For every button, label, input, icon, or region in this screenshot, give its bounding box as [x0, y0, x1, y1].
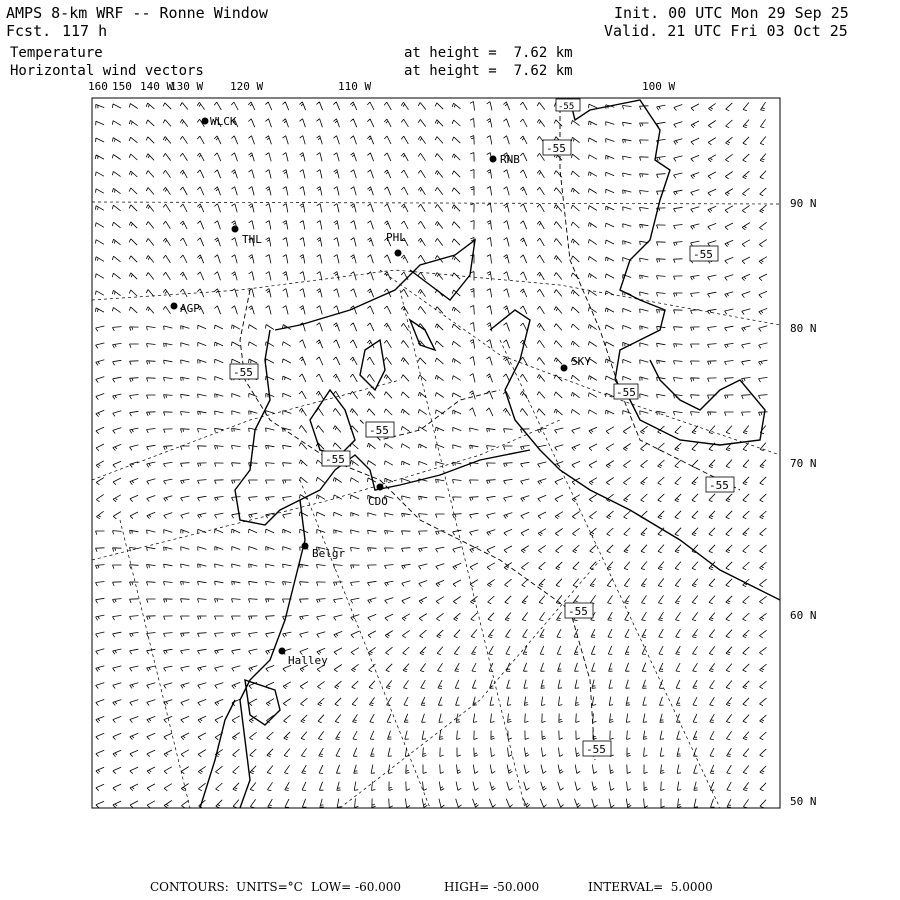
svg-text:-55: -55 [616, 386, 636, 399]
station-rnb [490, 153, 521, 166]
height-line-2: at height = 7.62 km [404, 63, 573, 79]
height-line-1: at height = 7.62 km [404, 45, 573, 61]
footer-low: LOW= -60.000 [311, 880, 402, 894]
forecast-hours: 117 h [62, 22, 108, 40]
coast-antarctic-peninsula [490, 310, 780, 600]
contour-label-2 [690, 246, 718, 261]
forecast-label: Fcst. [6, 22, 52, 40]
svg-text:-55: -55 [233, 366, 253, 379]
station-wlck [202, 115, 237, 128]
svg-text:-55: -55 [709, 479, 729, 492]
valid-time: Valid. 21 UTC Fri 03 Oct 25 [604, 22, 848, 40]
latitude-labels [790, 197, 817, 808]
lon-label-100: 100 W [642, 80, 676, 93]
station-agp [171, 302, 201, 315]
svg-text:-55: -55 [325, 453, 345, 466]
contour-minus55-east [560, 100, 740, 490]
contour-minus55-south [380, 480, 595, 760]
longitude-line-6 [92, 380, 400, 480]
contour-label-8 [565, 603, 593, 618]
footer-contours-label: CONTOURS: [150, 880, 229, 894]
svg-text:AGP: AGP [180, 302, 200, 315]
svg-text:-55: -55 [558, 102, 575, 112]
lat-label-60: 60 N [790, 609, 817, 622]
station-sky [561, 355, 592, 372]
lat-label-80: 80 N [790, 322, 817, 335]
lon-label-110: 110 W [338, 80, 372, 93]
svg-text:WLCK: WLCK [210, 115, 237, 128]
coast-island-3 [410, 320, 435, 350]
footer-interval: INTERVAL= 5.0000 [588, 880, 713, 894]
svg-text:-55: -55 [586, 743, 606, 756]
longitude-line-5 [340, 560, 600, 808]
svg-text:THL: THL [242, 233, 262, 246]
footer-units: UNITS=°C [236, 880, 303, 894]
contour-label-6 [322, 451, 350, 466]
contour-label-4 [614, 384, 638, 399]
station-phl [386, 231, 406, 257]
longitude-line-3 [120, 520, 190, 808]
latitude-line-90 [92, 202, 780, 204]
latitude-line-80 [92, 270, 780, 325]
coast-island-2 [360, 340, 385, 390]
footer-high: HIGH= -50.000 [444, 880, 540, 894]
lon-label-130: 130 W [170, 80, 204, 93]
svg-text:CDO: CDO [368, 495, 388, 508]
svg-text:RNB: RNB [500, 153, 520, 166]
coast-north-peninsula [275, 240, 475, 330]
svg-text:PHL: PHL [386, 231, 406, 244]
model-title: AMPS 8-km WRF -- Ronne Window [6, 4, 268, 22]
contour-label-3 [230, 364, 258, 379]
contour-label-7 [706, 477, 734, 492]
longitude-line-4 [300, 480, 430, 808]
wind-barbs [95, 102, 767, 808]
svg-text:-55: -55 [693, 248, 713, 261]
contour-label-9 [583, 741, 611, 756]
latitude-line-60 [92, 420, 560, 560]
lon-label-140: 140 W [140, 80, 174, 93]
stations [171, 115, 592, 667]
lat-label-70: 70 N [790, 457, 817, 470]
contour-label-1 [543, 140, 571, 155]
lon-label-160: 160 [88, 80, 108, 93]
lon-label-120: 120 W [230, 80, 264, 93]
field-temperature: Temperature [10, 45, 103, 61]
contour-minus55-west [240, 290, 380, 480]
coast-eastern-mountains [570, 100, 765, 445]
svg-text:Belgr: Belgr [312, 547, 346, 560]
lat-label-90: 90 N [790, 197, 817, 210]
station-cdo [368, 484, 388, 509]
longitude-labels [88, 80, 675, 93]
svg-text:SKY: SKY [571, 355, 591, 368]
init-time: Init. 00 UTC Mon 29 Sep 25 [614, 4, 849, 22]
station-belgr [302, 543, 346, 561]
wind-vector-field [95, 102, 767, 808]
field-wind: Horizontal wind vectors [10, 63, 204, 79]
contour-label-10 [556, 99, 580, 112]
contour-label-5 [366, 422, 394, 437]
svg-text:-55: -55 [546, 142, 566, 155]
lon-label-150: 150 [112, 80, 132, 93]
map-frame [92, 98, 780, 808]
svg-text:-55: -55 [369, 424, 389, 437]
svg-text:-55: -55 [568, 605, 588, 618]
lat-label-50: 50 N [790, 795, 817, 808]
svg-text:Halley: Halley [288, 654, 328, 667]
